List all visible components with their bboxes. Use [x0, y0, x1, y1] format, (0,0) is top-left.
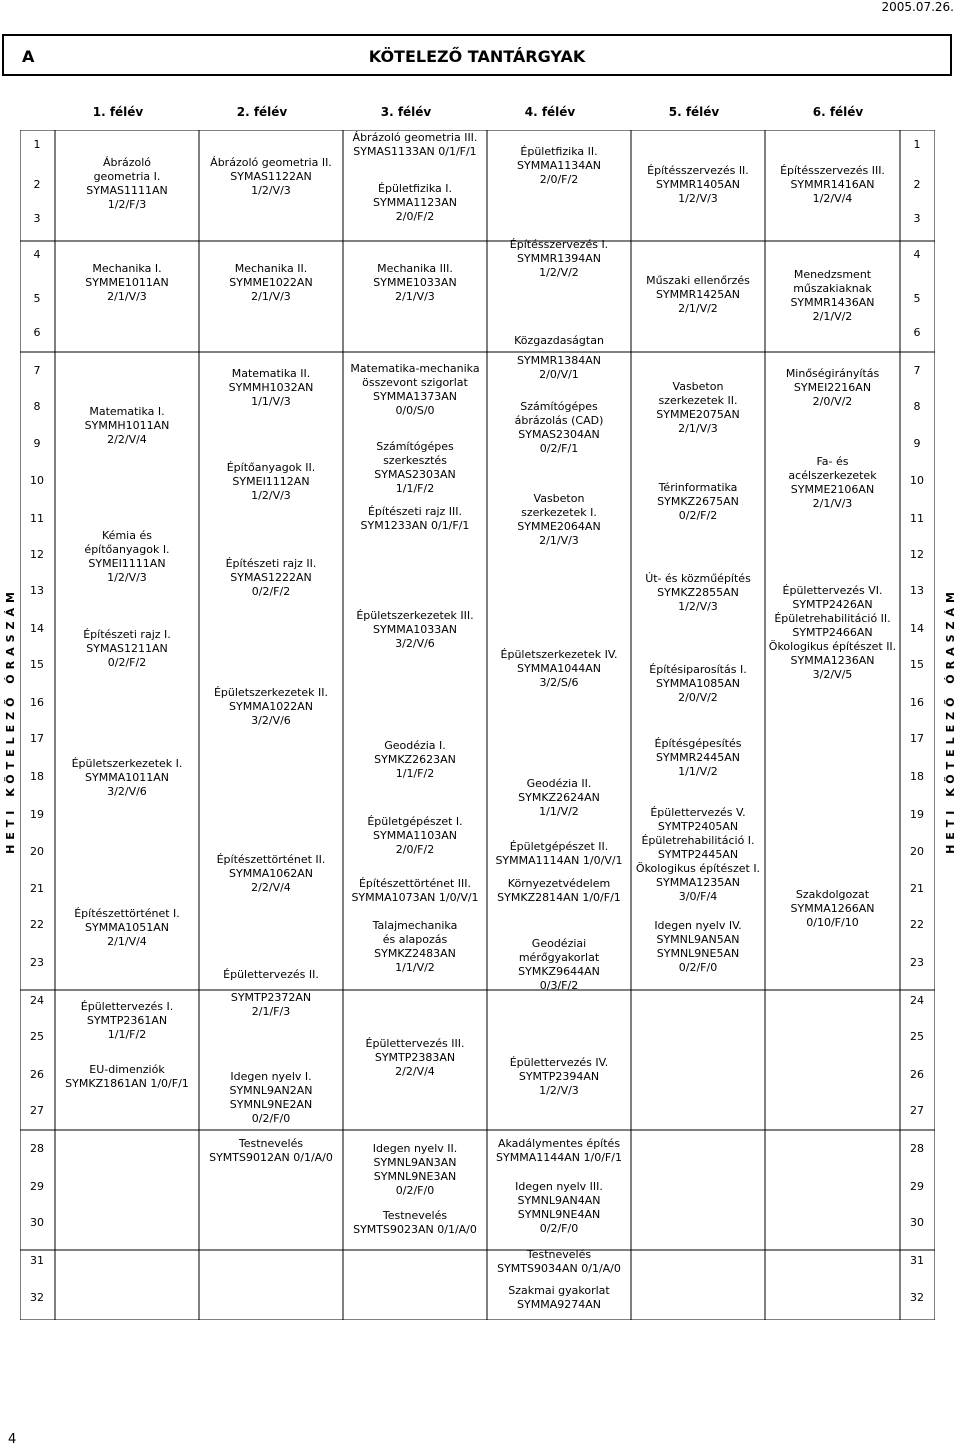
course-cell: Épülettervezés III. SYMTP2383AN 2/2/V/4: [365, 1037, 465, 1078]
course-cell: Út- és közműépítés SYMKZ2855AN 1/2/V/3: [645, 572, 751, 613]
course-cell: Idegen nyelv IV. SYMNL9AN5AN SYMNL9NE5AN 0/2/F/0: [654, 919, 742, 974]
side-label-left: HETI KÖTELEZŐ ÓRASZÁM: [3, 586, 17, 854]
course-cell: Menedzsment műszakiaknak SYMMR1436AN 2/1/V/2: [790, 268, 875, 323]
semester-1-header: 1. félév: [92, 105, 144, 119]
row-number-r: 28: [910, 1142, 924, 1155]
semester-3-header: 3. félév: [380, 105, 432, 119]
course-cell: Mechanika I. SYMME1011AN 2/1/V/3: [85, 262, 169, 303]
course-cell: Ábrázoló geometria II. SYMAS1122AN 1/2/V/3: [210, 156, 332, 197]
row-number-l: 6: [33, 326, 41, 339]
row-number-l: 15: [30, 658, 44, 671]
course-cell: Építésgépesítés SYMMR2445AN 1/1/V/2: [654, 737, 742, 778]
row-number-r: 2: [913, 178, 921, 191]
course-cell: Idegen nyelv II. SYMNL9AN3AN SYMNL9NE3AN 0/2/F/0: [372, 1142, 458, 1197]
course-cell: Szakdolgozat SYMMA1266AN 0/10/F/10: [790, 888, 875, 929]
row-number-r: 27: [910, 1104, 924, 1117]
course-cell: Testnevelés SYMTS9012AN 0/1/A/0: [209, 1137, 333, 1164]
course-cell: Geodéziai mérőgyakorlat SYMKZ9644AN 0/3/F/2: [518, 937, 600, 992]
course-cell: Ábrázoló geometria I. SYMAS1111AN 1/2/F/3: [86, 156, 168, 211]
course-cell: Épületfizika I. SYMMA1123AN 2/0/F/2: [373, 182, 457, 223]
row-number-l: 29: [30, 1180, 44, 1193]
row-number-r: 24: [910, 994, 924, 1007]
course-cell: Épülettervezés II.: [223, 968, 319, 981]
row-number-l: 4: [33, 248, 41, 261]
title-bar: [2, 34, 952, 76]
row-number-r: 20: [910, 845, 924, 858]
row-number-r: 22: [910, 918, 924, 931]
row-number-l: 19: [30, 808, 44, 821]
row-number-r: 30: [910, 1216, 924, 1229]
course-cell: Építésszervezés I. SYMMR1394AN 1/2/V/2: [509, 238, 609, 279]
row-number-r: 25: [910, 1030, 924, 1043]
course-cell: Építészettörténet III. SYMMA1073AN 1/0/V/1: [351, 877, 479, 904]
course-cell: Épületszerkezetek IV. SYMMA1044AN 3/2/S/6: [500, 648, 618, 689]
row-number-l: 1: [33, 138, 41, 151]
course-cell: SYMMR1384AN 2/0/V/1: [516, 354, 602, 381]
side-label-right: HETI KÖTELEZŐ ÓRASZÁM: [943, 586, 957, 854]
course-cell: Épülettervezés IV. SYMTP2394AN 1/2/V/3: [509, 1056, 609, 1097]
course-cell: Épülettervezés V. SYMTP2405AN Épületrehabilitáció I. SYMTP2445AN Ökologikus építészet I. SYMMA1235AN 3/0/F/4: [635, 806, 761, 903]
course-cell: Építészeti rajz III. SYM1233AN 0/1/F/1: [360, 505, 470, 532]
row-number-l: 18: [30, 770, 44, 783]
row-number-r: 21: [910, 882, 924, 895]
row-number-r: 29: [910, 1180, 924, 1193]
course-cell: Geodézia I. SYMKZ2623AN 1/1/F/2: [374, 739, 456, 780]
row-number-l: 21: [30, 882, 44, 895]
course-cell: Vasbeton szerkezetek I. SYMME2064AN 2/1/V/3: [517, 492, 601, 547]
row-number-l: 3: [33, 212, 41, 225]
course-cell: Építészeti rajz II. SYMAS1222AN 0/2/F/2: [225, 557, 317, 598]
row-number-l: 27: [30, 1104, 44, 1117]
row-number-l: 24: [30, 994, 44, 1007]
row-number-r: 17: [910, 732, 924, 745]
row-number-r: 23: [910, 956, 924, 969]
semester-4-header: 4. félév: [524, 105, 576, 119]
course-cell: Épületfizika II. SYMMA1134AN 2/0/F/2: [517, 145, 601, 186]
course-cell: Idegen nyelv III. SYMNL9AN4AN SYMNL9NE4AN 0/2/F/0: [515, 1180, 603, 1235]
row-number-l: 30: [30, 1216, 44, 1229]
course-cell: Mechanika III. SYMME1033AN 2/1/V/3: [373, 262, 457, 303]
course-cell: Ábrázoló geometria III. SYMAS1133AN 0/1/F/1: [352, 131, 478, 158]
row-number-r: 4: [913, 248, 921, 261]
row-number-l: 26: [30, 1068, 44, 1081]
row-number-r: 1: [913, 138, 921, 151]
row-number-l: 12: [30, 548, 44, 561]
row-number-l: 9: [33, 437, 41, 450]
row-number-l: 13: [30, 584, 44, 597]
semester-5-header: 5. félév: [668, 105, 720, 119]
course-cell: Épülettervezés VI. SYMTP2426AN Épületrehabilitáció II. SYMTP2466AN Ökologikus építészet II. SYMMA1236AN 3/2/V/5: [768, 584, 897, 681]
row-number-r: 26: [910, 1068, 924, 1081]
row-number-r: 15: [910, 658, 924, 671]
course-cell: Geodézia II. SYMKZ2624AN 1/1/V/2: [518, 777, 600, 818]
course-cell: Műszaki ellenőrzés SYMMR1425AN 2/1/V/2: [646, 274, 750, 315]
row-number-l: 17: [30, 732, 44, 745]
row-number-r: 13: [910, 584, 924, 597]
row-number-r: 14: [910, 622, 924, 635]
row-number-l: 31: [30, 1254, 44, 1267]
course-cell: Szakmai gyakorlat SYMMA9274AN: [508, 1284, 610, 1311]
course-cell: Térinformatika SYMKZ2675AN 0/2/F/2: [657, 481, 739, 522]
course-cell: Építészettörténet I. SYMMA1051AN 2/1/V/4: [74, 907, 180, 948]
course-cell: Fa- és acélszerkezetek SYMME2106AN 2/1/V/3: [788, 455, 877, 510]
course-cell: Mechanika II. SYMME1022AN 2/1/V/3: [229, 262, 313, 303]
row-number-r: 19: [910, 808, 924, 821]
row-number-l: 25: [30, 1030, 44, 1043]
row-number-r: 32: [910, 1291, 924, 1304]
row-number-l: 8: [33, 400, 41, 413]
row-number-r: 12: [910, 548, 924, 561]
course-cell: Építésszervezés II. SYMMR1405AN 1/2/V/3: [647, 164, 749, 205]
course-cell: Építésiparosítás I. SYMMA1085AN 2/0/V/2: [649, 663, 747, 704]
row-number-r: 8: [913, 400, 921, 413]
row-number-r: 16: [910, 696, 924, 709]
row-number-r: 11: [910, 512, 924, 525]
course-cell: Kémia és építőanyagok I. SYMEI1111AN 1/2/V/3: [84, 529, 170, 584]
row-number-r: 31: [910, 1254, 924, 1267]
row-number-l: 20: [30, 845, 44, 858]
course-cell: Környezetvédelem SYMKZ2814AN 1/0/F/1: [497, 877, 621, 904]
course-cell: Matematika I. SYMMH1011AN 2/2/V/4: [84, 405, 170, 446]
course-cell: Épületszerkezetek III. SYMMA1033AN 3/2/V/6: [356, 609, 474, 650]
date-stamp: 2005.07.26.: [881, 0, 954, 14]
course-cell: Épülettervezés I. SYMTP2361AN 1/1/F/2: [80, 1000, 174, 1041]
course-cell: EU-dimenziók SYMKZ1861AN 1/0/F/1: [65, 1063, 189, 1090]
course-cell: Testnevelés SYMTS9034AN 0/1/A/0: [497, 1248, 621, 1275]
course-cell: Talajmechanika és alapozás SYMKZ2483AN 1/1/V/2: [372, 919, 458, 974]
course-cell: Épületgépészet II. SYMMA1114AN 1/0/V/1: [495, 840, 623, 867]
course-cell: Épületgépészet I. SYMMA1103AN 2/0/F/2: [367, 815, 463, 856]
row-number-l: 2: [33, 178, 41, 191]
course-cell: Vasbeton szerkezetek II. SYMME2075AN 2/1/V/3: [656, 380, 740, 435]
row-number-r: 7: [913, 364, 921, 377]
course-cell: Számítógépes ábrázolás (CAD) SYMAS2304AN 0/2/F/1: [514, 400, 604, 455]
row-number-r: 6: [913, 326, 921, 339]
section-letter: A: [22, 47, 35, 66]
row-number-l: 16: [30, 696, 44, 709]
page-number: 4: [8, 1432, 17, 1447]
row-number-r: 10: [910, 474, 924, 487]
course-cell: Testnevelés SYMTS9023AN 0/1/A/0: [353, 1209, 477, 1236]
row-number-r: 3: [913, 212, 921, 225]
row-number-r: 9: [913, 437, 921, 450]
row-number-l: 11: [30, 512, 44, 525]
row-number-l: 7: [33, 364, 41, 377]
row-number-l: 10: [30, 474, 44, 487]
row-number-l: 23: [30, 956, 44, 969]
course-cell: SYMTP2372AN 2/1/F/3: [230, 991, 312, 1018]
course-cell: Építészeti rajz I. SYMAS1211AN 0/2/F/2: [83, 628, 171, 669]
course-cell: Építészettörténet II. SYMMA1062AN 2/2/V/4: [216, 853, 326, 894]
row-number-l: 28: [30, 1142, 44, 1155]
semester-2-header: 2. félév: [236, 105, 288, 119]
course-cell: Akadálymentes építés SYMMA1144AN 1/0/F/1: [496, 1137, 622, 1164]
semester-6-header: 6. félév: [812, 105, 864, 119]
course-cell: Idegen nyelv I. SYMNL9AN2AN SYMNL9NE2AN 0/2/F/0: [229, 1070, 313, 1125]
row-number-r: 5: [913, 292, 921, 305]
row-number-l: 14: [30, 622, 44, 635]
course-cell: Számítógépes szerkesztés SYMAS2303AN 1/1/F/2: [374, 440, 456, 495]
row-number-l: 22: [30, 918, 44, 931]
course-cell: Matematika II. SYMMH1032AN 1/1/V/3: [228, 367, 314, 408]
course-cell: Közgazdaságtan: [514, 334, 604, 347]
course-cell: Matematika-mechanika összevont szigorlat SYMMA1373AN 0/0/S/0: [350, 362, 480, 417]
course-cell: Épületszerkezetek II. SYMMA1022AN 3/2/V/6: [213, 686, 329, 727]
course-cell: Építőanyagok II. SYMEI1112AN 1/2/V/3: [226, 461, 316, 502]
row-number-l: 32: [30, 1291, 44, 1304]
course-cell: Minőségirányítás SYMEI2216AN 2/0/V/2: [785, 367, 880, 408]
page-title: KÖTELEZŐ TANTÁRGYAK: [368, 47, 586, 66]
course-cell: Épületszerkezetek I. SYMMA1011AN 3/2/V/6: [71, 757, 183, 798]
row-number-l: 5: [33, 292, 41, 305]
course-cell: Építésszervezés III. SYMMR1416AN 1/2/V/4: [780, 164, 885, 205]
row-number-r: 18: [910, 770, 924, 783]
